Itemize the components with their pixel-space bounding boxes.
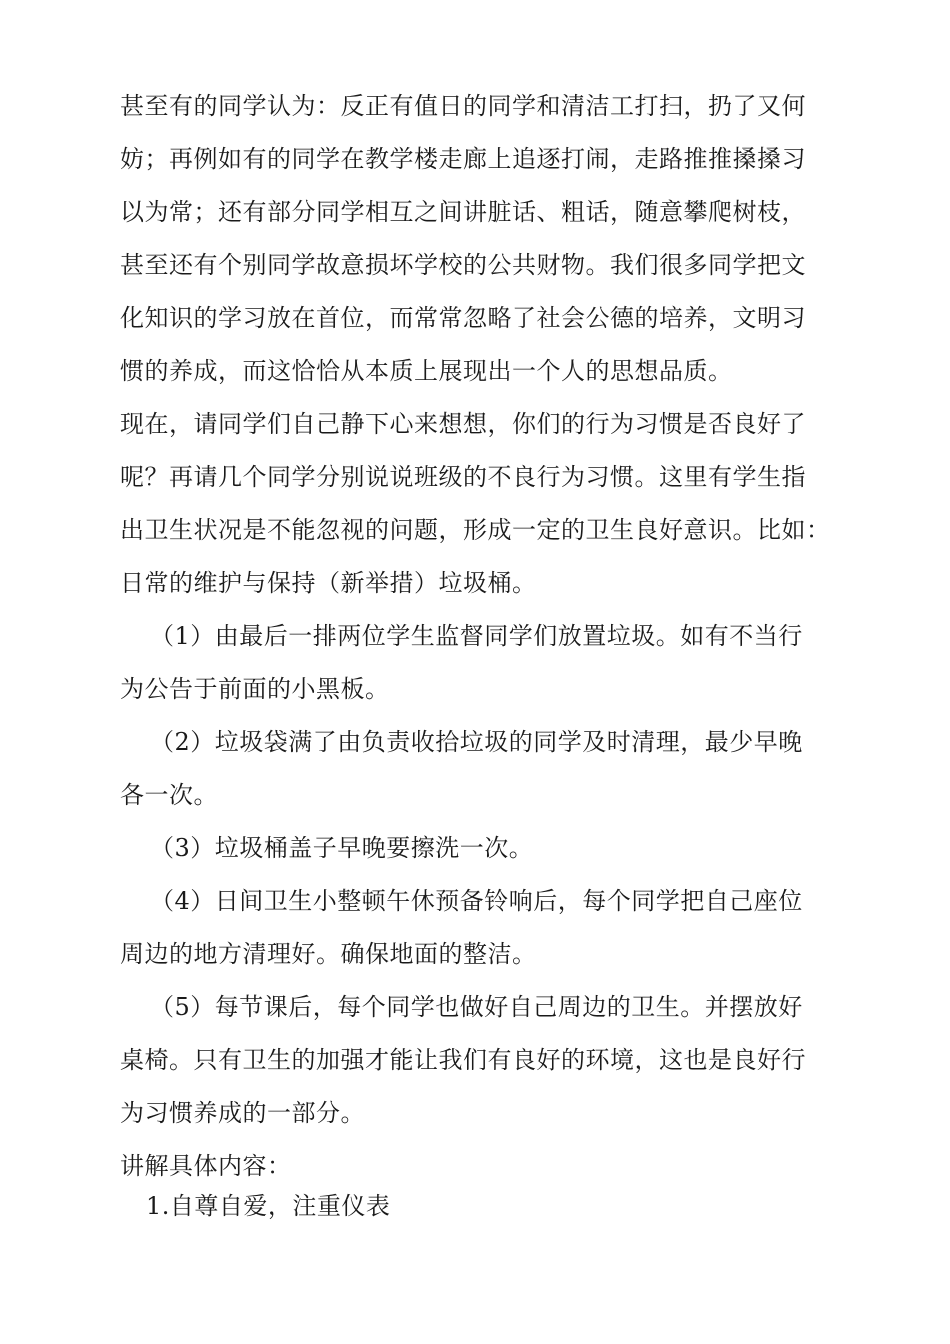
text-line: 甚至还有个别同学故意损坏学校的公共财物。我们很多同学把文	[120, 251, 806, 279]
text-line: 日常的维护与保持（新举措）垃圾桶。	[120, 569, 537, 597]
text-line: 各一次。	[120, 781, 218, 809]
list-item-5	[120, 981, 840, 1140]
text-line: （5）每节课后，每个同学也做好自己周边的卫生。并摆放好	[150, 993, 803, 1021]
list-item-1	[120, 610, 840, 716]
section-explain	[120, 1146, 840, 1226]
section-heading: 讲解具体内容：	[120, 1152, 292, 1180]
text-line: （1）由最后一排两位学生监督同学们放置垃圾。如有不当行	[150, 622, 803, 650]
list-item-3	[120, 822, 840, 875]
text-line: （2）垃圾袋满了由负责收拾垃圾的同学及时清理，最少早晚	[150, 728, 803, 756]
text-line: 周边的地方清理好。确保地面的整洁。	[120, 940, 537, 968]
text-line: 桌椅。只有卫生的加强才能让我们有良好的环境，这也是良好行	[120, 1046, 806, 1074]
text-line: 为习惯养成的一部分。	[120, 1099, 365, 1127]
text-line: 出卫生状况是不能忽视的问题，形成一定的卫生良好意识。比如：	[120, 516, 831, 544]
paragraph-reflection	[120, 398, 840, 610]
text-line: 甚至有的同学认为：反正有值日的同学和清洁工打扫，扔了又何	[120, 92, 806, 120]
text-line: （4）日间卫生小整顿午休预备铃响后，每个同学把自己座位	[150, 887, 803, 915]
list-item-4	[120, 875, 840, 981]
text-line: 化知识的学习放在首位，而常常忽略了社会公德的培养，文明习	[120, 304, 806, 332]
text-line: 为公告于前面的小黑板。	[120, 675, 390, 703]
text-line: （3）垃圾桶盖子早晚要擦洗一次。	[150, 834, 534, 862]
text-line: 呢？再请几个同学分别说说班级的不良行为习惯。这里有学生指	[120, 463, 806, 491]
text-line: 妨；再例如有的同学在教学楼走廊上追逐打闹，走路推推搡搡习	[120, 145, 806, 173]
point-item: 1.自尊自爱，注重仪表	[146, 1192, 391, 1220]
text-line: 现在，请同学们自己静下心来想想，你们的行为习惯是否良好了	[120, 410, 806, 438]
paragraph-examples	[120, 80, 840, 398]
text-line: 以为常；还有部分同学相互之间讲脏话、粗话，随意攀爬树枝，	[120, 198, 806, 226]
text-line: 惯的养成，而这恰恰从本质上展现出一个人的思想品质。	[120, 357, 733, 385]
list-item-2	[120, 716, 840, 822]
